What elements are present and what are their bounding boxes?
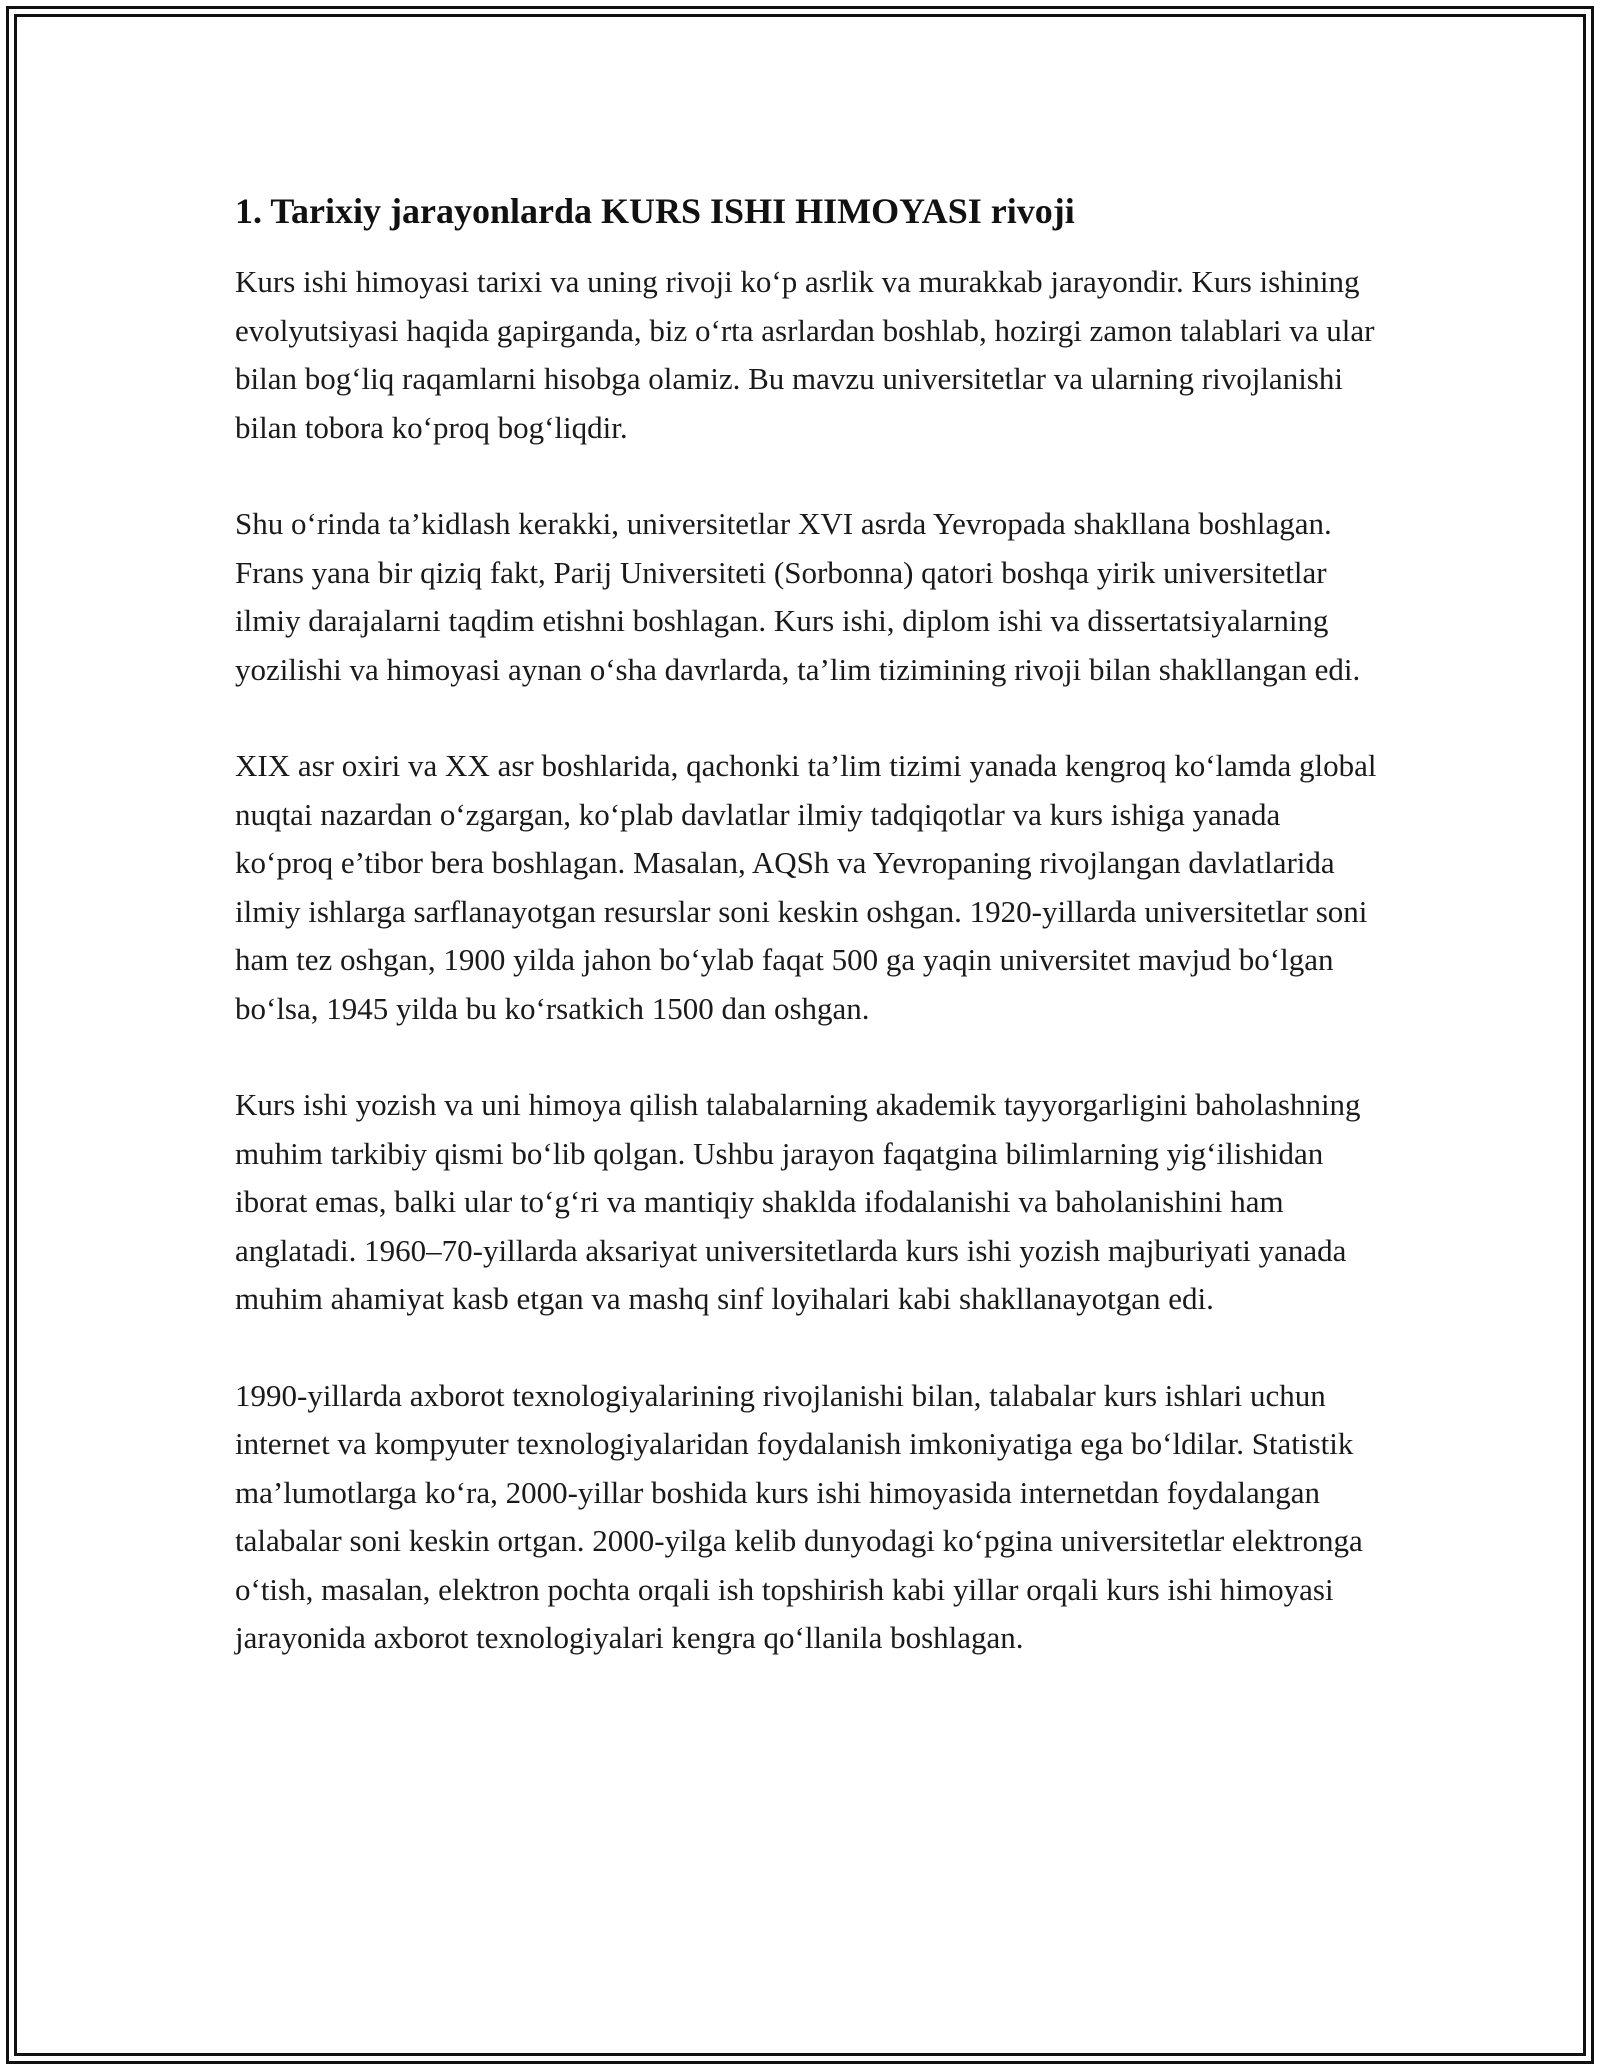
paragraph: Kurs ishi himoyasi tarixi va uning rivoji ko‘p asrlik va murakkab jarayondir. Kurs ishining evolyutsiyasi haqida gapirganda, biz o‘rta asrlardan boshlab, hozirgi zamon talablari va ular bilan bog‘liq raqamlarni hisobga olamiz. Bu mavzu universitetlar va ularning rivojlanishi bilan tobora ko‘proq bog‘liqdir. [235,264,1375,445]
document-title: 1. Tarixiy jarayonlarda KURS ISHI HIMOYASI rivoji [235,191,1075,231]
paragraph: 1990-yillarda axborot texnologiyalarining rivojlanishi bilan, talabalar kurs ishlari uchun internet va kompyuter texnologiyalaridan foydalanish imkoniyatiga ega bo‘ldilar. Statistik ma’lumotlarga ko‘ra, 2000-yillar boshida kurs ishi himoyasida internetdan foydalangan talabalar soni keskin ortgan. 2000-yilga kelib dunyodagi ko‘pgina universitetlar elektronga o‘tish, masalan, elektron pochta orqali ish topshirish kabi yillar orqali kurs ishi himoyasi jarayonida axborot texnologiyalari kengra qo‘llanila boshlagan. [235,1377,1363,1655]
document-body [235,186,1385,1663]
paragraph: Kurs ishi yozish va uni himoya qilish talabalarning akademik tayyorgarligini baholashning muhim tarkibiy qismi bo‘lib qolgan. Ushbu jarayon faqatgina bilimlarning yig‘ilishidan iborat emas, balki ular to‘g‘ri va mantiqiy shaklda ifodalanishi va baholanishini ham anglatadi. 1960–70-yillarda aksariyat universitetlarda kurs ishi yozish majburiyati yanada muhim ahamiyat kasb etgan va mashq sinf loyihalari kabi shakllanayotgan edi. [235,1087,1361,1316]
paragraph: Shu o‘rinda ta’kidlash kerakki, universitetlar XVI asrda Yevropada shakllana boshlagan. Frans yana bir qiziq fakt, Parij Universiteti (Sorbonna) qatori boshqa yirik universitetlar ilmiy darajalarni taqdim etishni boshlagan. Kurs ishi, diplom ishi va dissertatsiyalarning yozilishi va himoyasi aynan o‘sha davrlarda, ta’lim tizimining rivoji bilan shakllangan edi. [235,506,1361,687]
paragraph: XIX asr oxiri va XX asr boshlarida, qachonki ta’lim tizimi yanada kengroq ko‘lamda global nuqtai nazardan o‘zgargan, ko‘plab davlatlar ilmiy tadqiqotlar va kurs ishiga yanada ko‘proq e’tibor bera boshlagan. Masalan, AQSh va Yevropaning rivojlangan davlatlarida ilmiy ishlarga sarflanayotgan resurslar soni keskin oshgan. 1920-yillarda universitetlar soni ham tez oshgan, 1900 yilda jahon bo‘ylab faqat 500 ga yaqin universitet mavjud bo‘lgan bo‘lsa, 1945 yilda bu ko‘rsatkich 1500 dan oshgan. [235,748,1377,1026]
